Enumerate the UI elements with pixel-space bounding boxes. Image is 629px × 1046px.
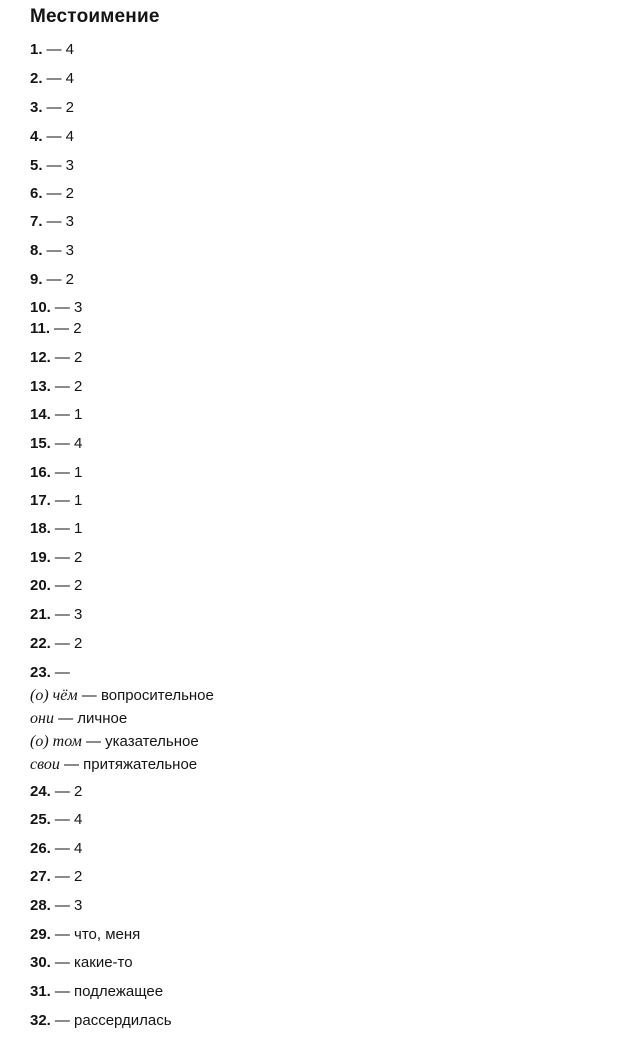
answer-number: 15. (30, 435, 51, 452)
answer-row (30, 212, 74, 232)
answer-value: — 2 (46, 271, 75, 288)
answer-number: 5. (30, 157, 43, 174)
pronoun-category: — личное (53, 710, 128, 727)
answer-value: — 1 (54, 520, 83, 537)
answer-row (30, 1011, 172, 1031)
pronoun-line (30, 732, 199, 752)
answer-value: — 2 (54, 577, 83, 594)
answer-value: — 1 (54, 464, 83, 481)
answer-row (30, 319, 82, 339)
answer-row (30, 98, 74, 118)
page-title: Местоимение (30, 6, 160, 27)
answer-row (30, 184, 74, 204)
answer-value: — 2 (54, 635, 83, 652)
answer-number: 22. (30, 635, 51, 652)
answer-value: — 2 (54, 349, 83, 366)
answer-row (30, 69, 74, 89)
answer-value: — 4 (54, 840, 83, 857)
answer-number: 28. (30, 897, 51, 914)
answer-row (30, 867, 82, 887)
answer-number: 7. (30, 213, 43, 230)
answer-number: 21. (30, 606, 51, 623)
answer-value: — 2 (54, 868, 83, 885)
answer-row (30, 348, 82, 368)
answer-row (30, 605, 82, 625)
answer-number: 29. (30, 926, 51, 943)
pronoun-line (30, 755, 197, 775)
answer-value: — 3 (54, 606, 83, 623)
answer-value: — 2 (46, 99, 75, 116)
pronoun-line (30, 686, 214, 706)
answer-number: 31. (30, 983, 51, 1000)
answer-row (30, 156, 74, 176)
answer-row (30, 519, 82, 539)
answer-value: — какие-то (54, 954, 133, 971)
pronoun-category: — указательное (81, 733, 199, 750)
answer-number: 23. (30, 664, 51, 681)
answer-row (30, 548, 82, 568)
answer-value: — 4 (54, 811, 83, 828)
answer-number: 1. (30, 41, 43, 58)
pronoun-word: свои (30, 756, 60, 773)
answer-row (30, 491, 82, 511)
answer-number: 4. (30, 128, 43, 145)
answer-number: 20. (30, 577, 51, 594)
answer-number: 17. (30, 492, 51, 509)
answer-row (30, 405, 82, 425)
answer-row (30, 810, 82, 830)
answer-value: — подлежащее (54, 983, 164, 1000)
answer-number: 13. (30, 378, 51, 395)
answer-value: — 3 (54, 299, 83, 316)
answer-value: — что, меня (54, 926, 141, 943)
answer-number: 11. (30, 320, 51, 337)
answer-value: — 2 (54, 783, 83, 800)
answer-value: — 1 (54, 492, 83, 509)
answer-number: 10. (30, 299, 51, 316)
answer-value: — 3 (46, 213, 75, 230)
answer-row (30, 377, 82, 397)
answer-row (30, 839, 82, 859)
answer-number: 8. (30, 242, 43, 259)
answer-value: — рассердилась (54, 1012, 172, 1029)
answer-value: — 1 (54, 406, 83, 423)
answer-number: 12. (30, 349, 51, 366)
answer-row (30, 298, 82, 318)
answer-row (30, 982, 163, 1002)
answer-number: 14. (30, 406, 51, 423)
answer-number: 16. (30, 464, 51, 481)
answer-row (30, 925, 140, 945)
answer-row (30, 576, 82, 596)
pronoun-word: (о) том (30, 733, 82, 750)
answer-row (30, 663, 70, 683)
answer-row (30, 634, 82, 654)
answer-number: 6. (30, 185, 43, 202)
pronoun-word: (о) чём (30, 687, 78, 704)
answer-number: 2. (30, 70, 43, 87)
answer-value: — 4 (54, 435, 83, 452)
answer-value: — 3 (46, 242, 75, 259)
answer-value: — (54, 664, 70, 681)
pronoun-category: — притяжательное (59, 756, 198, 773)
answer-number: 30. (30, 954, 51, 971)
answer-row (30, 434, 82, 454)
answer-number: 3. (30, 99, 43, 116)
pronoun-line (30, 709, 127, 729)
answer-row (30, 127, 74, 147)
answer-value: — 3 (46, 157, 75, 174)
answer-number: 32. (30, 1012, 51, 1029)
answer-value: — 2 (46, 185, 75, 202)
answer-row (30, 241, 74, 261)
answer-value: — 3 (54, 897, 83, 914)
answer-row (30, 270, 74, 290)
answer-value: — 2 (54, 378, 83, 395)
answer-number: 24. (30, 783, 51, 800)
answer-row (30, 40, 74, 60)
answer-number: 9. (30, 271, 43, 288)
pronoun-word: они (30, 710, 54, 727)
answer-value: — 2 (54, 549, 83, 566)
answer-row (30, 782, 82, 802)
answer-number: 25. (30, 811, 51, 828)
answer-number: 18. (30, 520, 51, 537)
answer-value: — 2 (54, 320, 82, 337)
answer-row (30, 463, 82, 483)
answer-number: 26. (30, 840, 51, 857)
answer-row (30, 896, 82, 916)
answer-value: — 4 (46, 41, 75, 58)
answer-number: 27. (30, 868, 51, 885)
answer-value: — 4 (46, 128, 75, 145)
answer-row (30, 953, 133, 973)
answer-value: — 4 (46, 70, 75, 87)
answer-number: 19. (30, 549, 51, 566)
pronoun-category: — вопросительное (77, 687, 214, 704)
